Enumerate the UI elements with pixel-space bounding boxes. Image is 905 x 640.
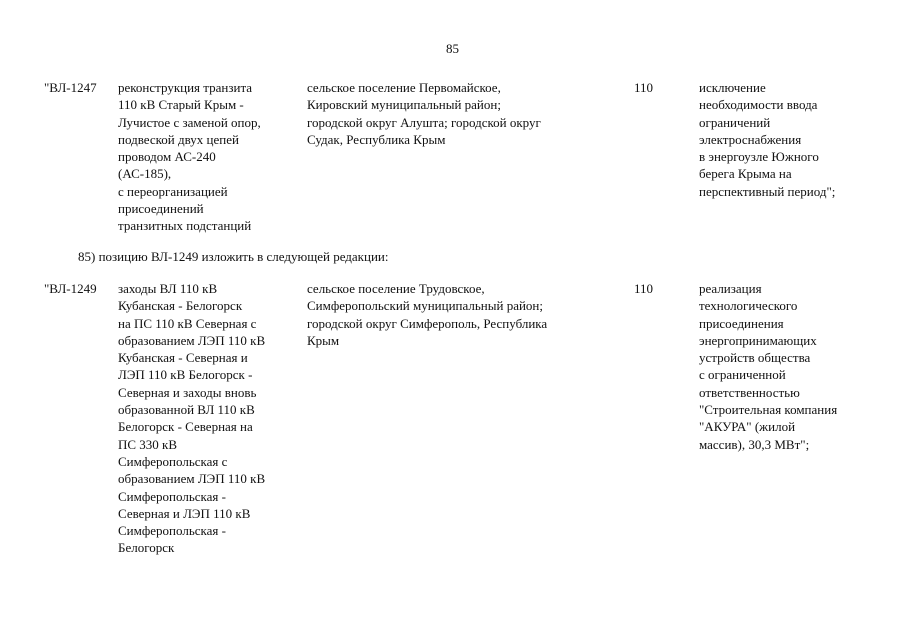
line-purpose: исключение необходимости ввода ограничений электроснабжения в энергоузле Южного берега Крыма на перспективный период";	[699, 80, 836, 199]
amendment-instruction: 85) позицию ВЛ-1249 изложить в следующей редакции:	[78, 249, 389, 264]
line-purpose: реализация технологического присоединения энергопринимающих устройств общества с ограниченной ответственностью "Строительная компания "АКУРА" (жилой массив), 30,3 МВт";	[699, 281, 838, 452]
line-description: реконструкция транзита 110 кВ Старый Крым - Лучистое с заменой опор, подвеской двух цепей проводом АС-240 (АС-185), с переорганизацией присоединений транзитных подстанций	[118, 80, 261, 234]
page-number: 85	[446, 41, 459, 56]
line-voltage: 110	[634, 80, 654, 95]
line-voltage: 110	[634, 281, 654, 296]
line-description: заходы ВЛ 110 кВ Кубанская - Белогорск на ПС 110 кВ Северная с образованием ЛЭП 110 кВ Кубанская - Северная и ЛЭП 110 кВ Белогорск - Северная и заходы вновь образованной ВЛ 110 кВ Белогорск - Северная на ПС 330 кВ Симферопольская с образованием ЛЭП 110 кВ Симферопольская - Северная и ЛЭП 110 кВ Симферопольская - Белогорск	[118, 281, 266, 556]
line-location: сельское поселение Первомайское, Кировский муниципальный район; городской округ Алушта; городской округ Судак, Республика Крым	[307, 80, 541, 147]
line-code: "ВЛ-1247	[44, 80, 97, 95]
line-location: сельское поселение Трудовское, Симферопольский муниципальный район; городской округ Симферополь, Республика Крым	[307, 281, 548, 348]
line-code: "ВЛ-1249	[44, 281, 97, 296]
